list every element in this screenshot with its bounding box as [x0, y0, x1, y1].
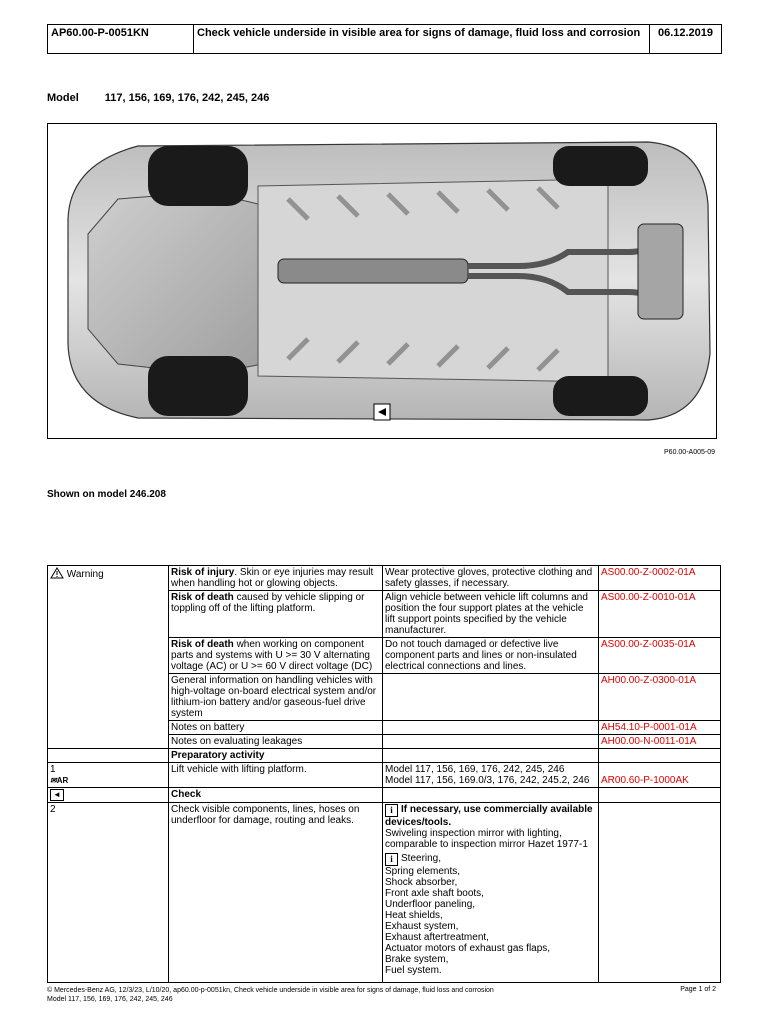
empty-cell — [383, 735, 599, 749]
figure-id: P60.00-A005-09 — [664, 449, 715, 456]
model-label: Model — [47, 92, 79, 104]
empty-cell — [599, 788, 721, 803]
risk-action: Wear protective gloves, protective clothing and safety glasses, if necessary. — [383, 566, 599, 591]
component-item: Actuator motors of exhaust gas flaps, — [385, 943, 551, 954]
info-text: Notes on evaluating leakages — [169, 735, 383, 749]
front-left-wheel — [148, 146, 248, 206]
step-text: Check visible components, lines, hoses on underfloor for damage, routing and leaks. — [169, 803, 383, 983]
doc-reference-link[interactable]: AS00.00-Z-0002-01A — [599, 566, 721, 591]
info-text: Notes on battery — [169, 721, 383, 735]
risk-lead: Risk of death — [171, 639, 234, 650]
doc-reference-link[interactable]: AH00.00-Z-0300-01A — [599, 674, 721, 721]
underside-drawing — [48, 124, 716, 438]
step-text: Lift vehicle with lifting platform. — [169, 763, 383, 788]
risk-text: caused by vehicle slipping or toppling off of the lifting platform. — [171, 592, 365, 614]
info-icon: i — [385, 853, 398, 866]
rear-right-wheel — [553, 376, 648, 416]
warning-label: Warning — [66, 569, 104, 580]
info-icon: i — [385, 804, 398, 817]
component-item: Front axle shaft boots, — [385, 888, 484, 899]
empty-cell — [383, 674, 599, 721]
empty-cell — [383, 749, 599, 763]
component-item: Heat shields, — [385, 910, 443, 921]
info-text: General information on handling vehicles with high-voltage on-board electrical system and/or lithium-ion battery and/or gaseous-fuel drive system — [169, 674, 383, 721]
procedure-table — [47, 565, 721, 983]
model-line — [47, 92, 269, 104]
shown-on-model: Shown on model 246.208 — [47, 489, 166, 500]
risk-lead: Risk of death — [171, 592, 234, 603]
step-number: 1 — [50, 764, 56, 775]
component-item: Fuel system. — [385, 965, 442, 976]
front-right-wheel — [148, 356, 248, 416]
risk-text: . Skin or eye injuries may result when handling hot or glowing objects. — [171, 567, 374, 589]
doc-date: 06.12.2019 — [657, 27, 714, 39]
lift-icon: ✉AR — [50, 776, 69, 785]
footer-copyright: © Mercedes-Benz AG, 12/3/23, L/10/20, ap60.00-p-0051kn, Check vehicle underside in visible area for signs of damage, fluid loss and corrosion — [47, 987, 494, 994]
component-item: Exhaust aftertreatment, — [385, 932, 489, 943]
model-applicability: Model 117, 156, 169.0/3, 176, 242, 245.2, 246 — [385, 775, 590, 786]
doc-reference-link[interactable]: AH00.00-N-0011-01A — [599, 735, 721, 749]
empty-cell — [383, 788, 599, 803]
empty-cell — [599, 749, 721, 763]
step-number: 2 — [48, 803, 169, 983]
page-number: Page 1 of 2 — [680, 986, 716, 993]
component-item: Underfloor paneling, — [385, 899, 476, 910]
page-footer — [47, 986, 494, 1004]
empty-cell — [599, 803, 721, 983]
doc-reference-link[interactable]: AH54.10-P-0001-01A — [599, 721, 721, 735]
component-item: Steering, — [401, 853, 442, 864]
doc-reference-link[interactable]: AR00.60-P-1000AK — [601, 775, 689, 786]
doc-reference-link[interactable]: AS00.00-Z-0010-01A — [599, 591, 721, 638]
section-heading: Preparatory activity — [169, 749, 383, 763]
risk-lead: Risk of injury — [171, 567, 235, 578]
table-row — [48, 749, 721, 763]
document-header — [47, 24, 722, 54]
table-row — [48, 788, 721, 803]
check-symbol-icon: ◄ — [50, 789, 64, 801]
note-text: Swiveling inspection mirror with lighting, comparable to inspection mirror Hazet 1977-1 — [385, 828, 588, 850]
risk-text: when working on component parts and systems with U >= 30 V alternating voltage (AC) or U >= 60 V direct voltage (DC) — [171, 639, 373, 672]
doc-reference-link[interactable]: AS00.00-Z-0035-01A — [599, 638, 721, 674]
doc-title: Check vehicle underside in visible area for signs of damage, fluid loss and corrosion — [194, 25, 650, 53]
model-applicability: Model 117, 156, 169, 176, 242, 245, 246 — [385, 764, 565, 775]
component-item: Spring elements, — [385, 866, 461, 877]
risk-action: Align vehicle between vehicle lift columns and position the four support plates at the vehicle lift support points specified by the vehicle manufacturer. — [383, 591, 599, 638]
table-row — [48, 763, 721, 788]
table-row — [48, 803, 721, 983]
vehicle-underside-illustration — [47, 123, 717, 439]
model-list: 117, 156, 169, 176, 242, 245, 246 — [104, 92, 270, 104]
section-heading: Check — [169, 788, 383, 803]
empty-cell — [383, 721, 599, 735]
component-item: Exhaust system, — [385, 921, 459, 932]
component-item: Brake system, — [385, 954, 449, 965]
table-row — [48, 566, 721, 591]
lift-icon-text: AR — [56, 776, 69, 785]
note-heading: If necessary, use commercially available devices/tools. — [385, 804, 593, 828]
footer-models: Model 117, 156, 169, 176, 242, 245, 246 — [47, 996, 173, 1003]
warning-cell — [48, 566, 169, 749]
component-item: Shock absorber, — [385, 877, 458, 888]
warning-icon — [50, 567, 64, 579]
doc-id: AP60.00-P-0051KN — [48, 25, 194, 53]
rear-left-wheel — [553, 146, 648, 186]
risk-action: Do not touch damaged or defective live component parts and lines or non-insulated electrical connections and lines. — [383, 638, 599, 674]
empty-cell — [48, 749, 169, 763]
